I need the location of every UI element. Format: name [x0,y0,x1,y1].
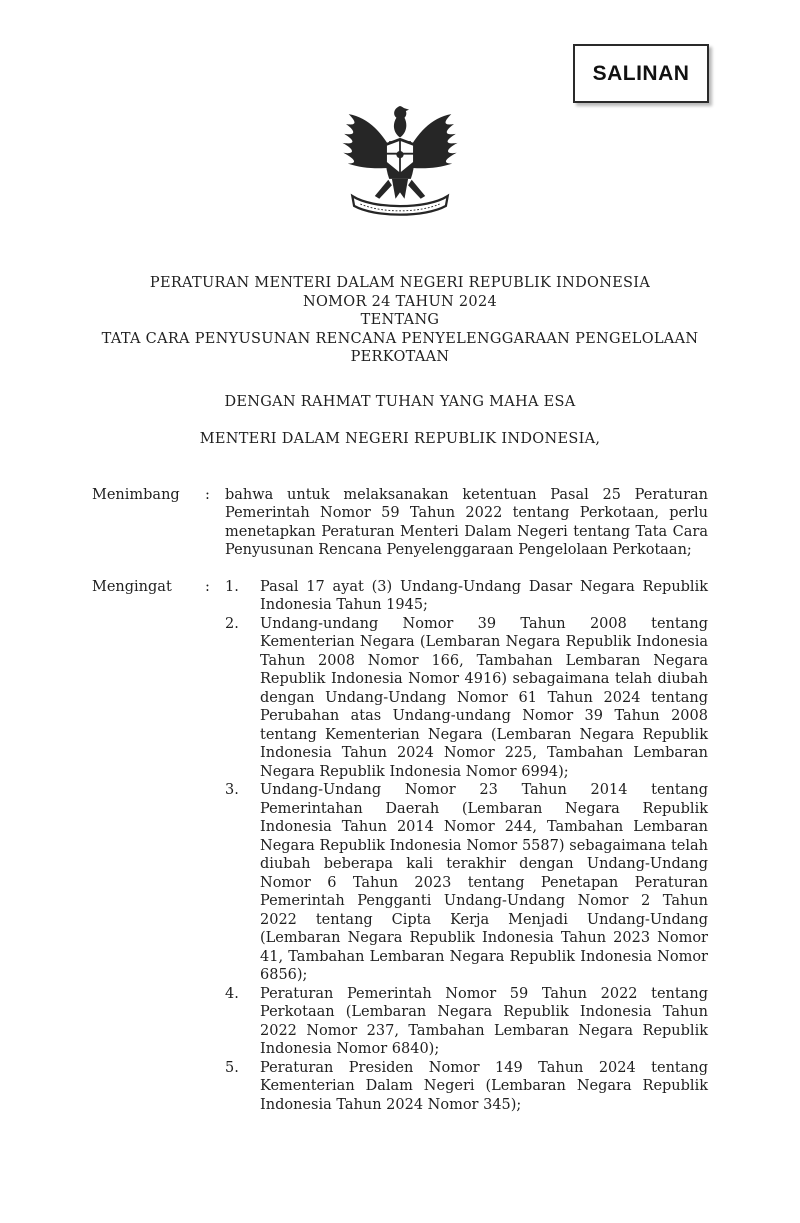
salinan-stamp-label: SALINAN [592,61,690,85]
item-text: Pasal 17 ayat (3) Undang-Undang Dasar Negara Republik Indonesia Tahun 1945; [260,578,708,613]
salinan-stamp [573,44,709,103]
title-line-subject-2: PERKOTAAN [350,349,450,365]
authority-line: MENTERI DALAM NEGERI REPUBLIK INDONESIA, [199,431,601,447]
considering-text: bahwa untuk melaksanakan ketentuan Pasal 25 Peraturan Pemerintah Nomor 59 Tahun 2022 tentang Perkotaan, perlu menetapkan Peraturan Menteri Dalam Negeri tentang Tata Cara Penyusunan Rencana Penyelenggaraan Pengelolaan Perkotaan; [225,486,708,558]
item-number: 2. [225,615,239,632]
item-text: Undang-Undang Nomor 23 Tahun 2014 tentang Pemerintahan Daerah (Lembaran Negara Republik Indonesia Tahun 2014 Nomor 244, Tambahan Lembaran Negara Republik Indonesia Nomor 5587) sebagaimana telah diubah beberapa kali terakhir dengan Undang-Undang Nomor 6 Tahun 2023 tentang Penetapan Peraturan Pemerintah Pengganti Undang-Undang Nomor 2 Tahun 2022 tentang Cipta Kerja Menjadi Undang-Undang (Lembaran Negara Republik Indonesia Tahun 2023 Nomor 41, Tambahan Lembaran Negara Republik Indonesia Nomor 6856); [260,782,708,983]
title-line-number: NOMOR 24 TAHUN 2024 [302,293,497,310]
legal-basis-item [225,985,708,1059]
document-title [92,274,708,367]
title-line-tentang: TENTANG [360,312,440,328]
legal-basis-item [225,1059,708,1115]
item-number: 3. [225,782,239,798]
considering-section [92,486,708,560]
document-body [92,274,708,1114]
title-line-regulation: PERATURAN MENTERI DALAM NEGERI REPUBLIK INDONESIA [149,275,651,291]
legal-basis-label: Mengingat [92,578,172,595]
title-line-subject-1: TATA CARA PENYUSUNAN RENCANA PENYELENGGARAAN PENGELOLAAN [101,330,699,347]
item-number: 1. [225,578,239,595]
legal-basis-item [225,578,708,615]
invocation-line: DENGAN RAHMAT TUHAN YANG MAHA ESA [224,393,576,410]
legal-basis-list [225,578,708,1115]
item-text: Undang-undang Nomor 39 Tahun 2008 tentang Kementerian Negara (Lembaran Negara Republik Indonesia Tahun 2008 Nomor 166, Tambahan Lembaran Negara Republik Indonesia Nomor 4916) sebagaimana telah diubah dengan Undang-Undang Nomor 61 Tahun 2024 tentang Perubahan atas Undang-undang Nomor 39 Tahun 2008 tentang Kementerian Negara (Lembaran Negara Republik Indonesia Tahun 2024 Nomor 225, Tambahan Lembaran Negara Republik Indonesia Nomor 6994); [260,615,708,780]
garuda-pancasila-emblem [337,97,463,223]
item-text: Peraturan Pemerintah Nomor 59 Tahun 2022 tentang Perkotaan (Lembaran Negara Republik Indonesia Tahun 2022 Nomor 237, Tambahan Lembaran Negara Republik Indonesia Nomor 6840); [260,985,708,1057]
item-text: Peraturan Presiden Nomor 149 Tahun 2024 tentang Kementerian Dalam Negeri (Lembaran Negara Republik Indonesia Tahun 2024 Nomor 345); [260,1059,708,1113]
legal-basis-section [92,578,708,1115]
legal-basis-colon: : [205,578,210,595]
considering-colon: : [205,486,210,503]
considering-label: Menimbang [92,486,180,503]
legal-basis-item [225,781,708,985]
item-number: 5. [225,1059,239,1076]
garuda-pancasila-icon [337,97,463,223]
item-number: 4. [225,985,239,1002]
legal-basis-item [225,615,708,782]
